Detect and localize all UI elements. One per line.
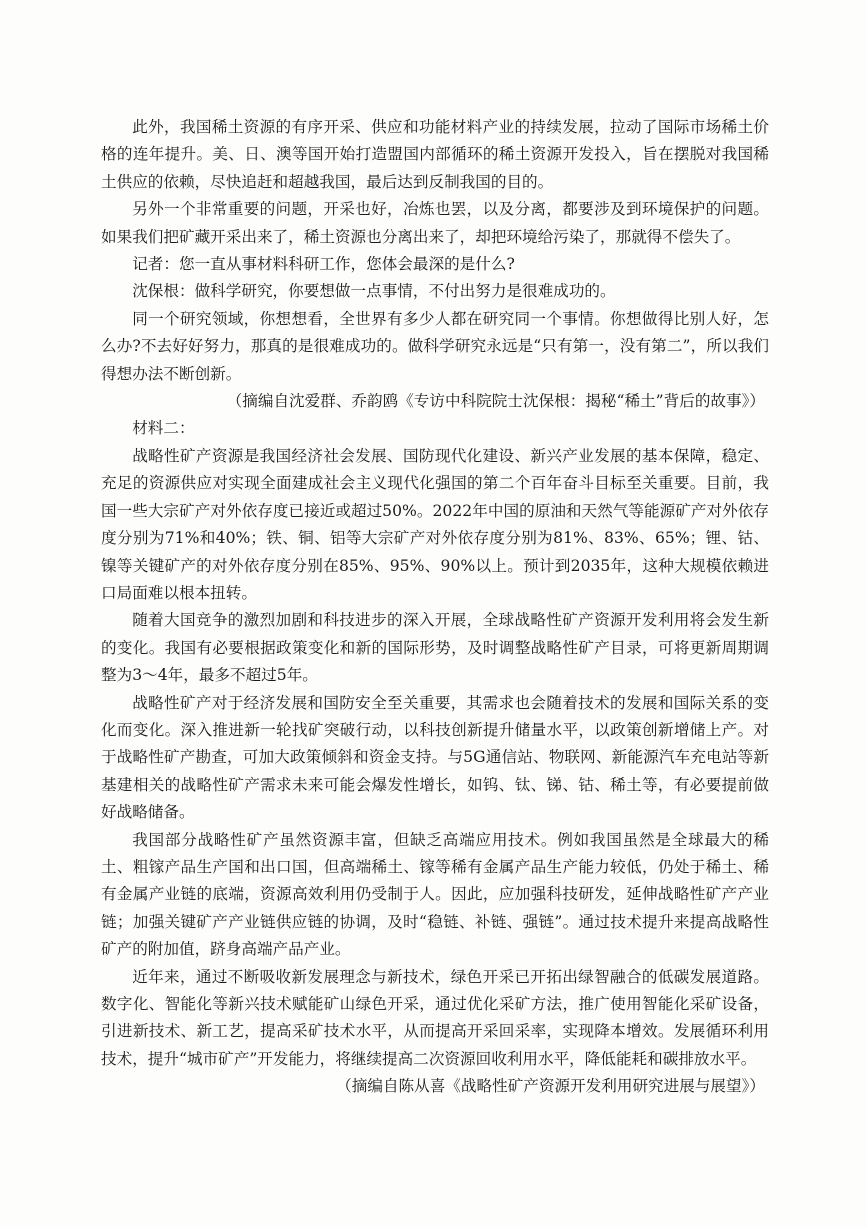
paragraph: 近年来，通过不断吸收新发展理念与新技术，绿色开采已开拓出绿智融合的低碳发展道路。数字化、智能化等新兴技术赋能矿山绿色开采，通过优化采矿方法，推广使用智能化采矿设备，引进新技术、新工艺，提高采矿技术水平，从而提高开采回采率，实现降本增效。发展循环利用技术，提升“城市矿产”开发能力，将继续提高二次资源回收利用水平，降低能耗和碳排放水平。 — [101, 967, 769, 1068]
paragraph: 随着大国竞争的激烈加剧和科技进步的深入开展，全球战略性矿产资源开发利用将会发生新的变化。我国有必要根据政策变化和新的国际形势，及时调整战略性矿产目录，可将更新周期调整为3～4年，最多不超过5年。 — [101, 611, 769, 685]
paragraph: 另外一个非常重要的问题，开采也好，冶炼也罢，以及分离，都要涉及到环境保护的问题。如果我们把矿藏开采出来了，稀土资源也分离出来了，却把环境给污染了，那就得不偿失了。 — [101, 200, 769, 246]
interview-question: 记者：您一直从事材料科研工作，您体会最深的是什么? — [132, 255, 515, 274]
interview-answer: 沈保根：做科学研究，你要想做一点事情，不付出努力是很难成功的。 — [132, 282, 616, 301]
paragraph: 战略性矿产资源是我国经济社会发展、国防现代化建设、新兴产业发展的基本保障，稳定、充足的资源供应对实现全面建成社会主义现代化强国的第二个百年奋斗目标至关重要。目前，我国一些大宗矿产对外依存度已接近或超过50%。2022年中国的原油和天然气等能源矿产对外依存度分别为71%和40%；铁、铜、铝等大宗矿产对外依存度分别为81%、83%、65%；锂、钴、镍等关键矿产的对外依存度分别在85%、95%、90%以上。预计到2035年，这种大规模依赖进口局面难以根本扭转。 — [101, 446, 769, 602]
paragraph: 此外，我国稀土资源的有序开采、供应和功能材料产业的持续发展，拉动了国际市场稀土价格的连年提升。美、日、澳等国开始打造盟国内部循环的稀土资源开发投入，旨在摆脱对我国稀土供应的依赖，尽快追赶和超越我国，最后达到反制我国的目的。 — [101, 118, 769, 191]
paragraph: 我国部分战略性矿产虽然资源丰富，但缺乏高端应用技术。例如我国虽然是全球最大的稀土、粗镓产品生产国和出口国，但高端稀土、镓等稀有金属产品生产能力较低，仍处于稀土、稀有金属产业链的底端，资源高效利用仍受制于人。因此，应加强科技研发，延伸战略性矿产产业链；加强关键矿产产业链供应链的协调，及时“稳链、补链、强链”。通过技术提升来提高战略性矿产的附加值，跻身高端产品产业。 — [101, 830, 769, 959]
article-body — [101, 114, 769, 1101]
paragraph: 战略性矿产对于经济发展和国防安全至关重要，其需求也会随着技术的发展和国际关系的变化而变化。深入推进新一轮找矿突破行动，以科技创新提升储量水平，以政策创新增储上产。对于战略性矿产勘查，可加大政策倾斜和资金支持。与5G通信站、物联网、新能源汽车充电站等新基建相关的战略性矿产需求未来可能会爆发性增长，如钨、钛、锑、钴、稀土等，有必要提前做好战略储备。 — [101, 693, 769, 822]
source-citation: （摘编自陈从喜《战略性矿产资源开发利用研究进展与展望》） — [336, 1077, 765, 1096]
paragraph: 同一个研究领域，你想想看，全世界有多少人都在研究同一个事情。你想做得比别人好，怎么办?不去好好努力，那真的是很难成功的。做科学研究永远是“只有第一，没有第二”，所以我们得想办法不断创新。 — [101, 309, 769, 383]
material-label: 材料二： — [132, 419, 195, 438]
source-citation: （摘编自沈爱群、乔韵鸥《专访中科院院士沈保根：揭秘“稀土”背后的故事》） — [226, 392, 765, 411]
